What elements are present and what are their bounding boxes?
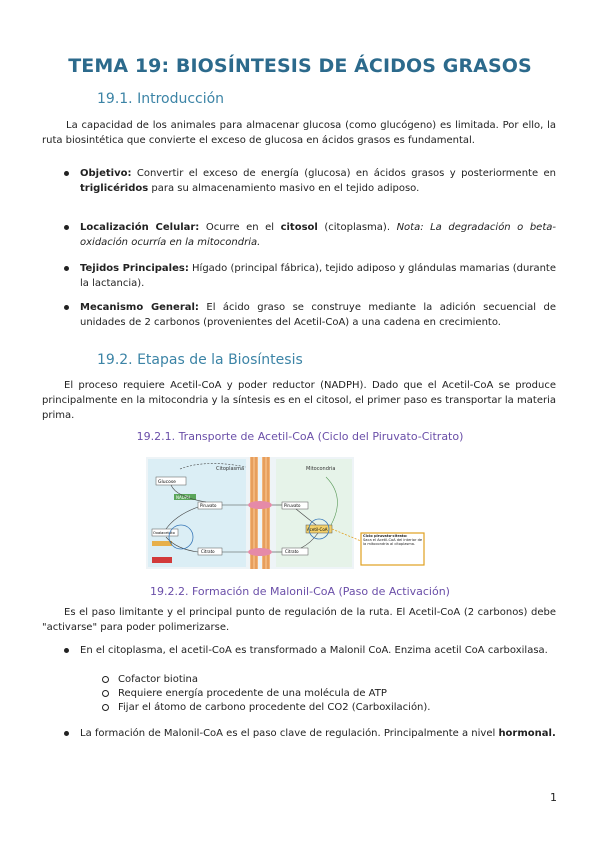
callout-text: Saca el Acetil-CoA del interior de la mitocondria al citoplasma. — [363, 538, 423, 547]
section-heading-intro: 19.1. Introducción — [97, 91, 225, 107]
bullet-regulacion: La formación de Malonil-CoA es el paso clave de regulación. Principalmente a nivel hormonal. — [80, 726, 556, 741]
pyruvate-citrate-diagram — [146, 457, 458, 569]
bullet-label: Mecanismo General: — [80, 302, 199, 313]
svg-text:Piruvato: Piruvato — [284, 503, 301, 508]
bullet-label: Localización Celular: — [80, 222, 200, 233]
sub-bullet-co2: Fijar el átomo de carbono procedente del CO2 (Carboxilación). — [118, 700, 430, 715]
bullet-dot — [64, 225, 69, 230]
citrate-transporter — [248, 548, 272, 556]
bullet-label: Tejidos Principales: — [80, 263, 189, 274]
cytoplasm-label: Citoplasma — [216, 466, 245, 472]
page-title: TEMA 19: BIOSÍNTESIS DE ÁCIDOS GRASOS — [68, 55, 532, 77]
etapas-paragraph: El proceso requiere Acetil-CoA y poder reductor (NADPH). Dado que el Acetil-CoA se produce principalmente en la mitocondria y la síntesis es en el citosol, el primer paso es transportar la materia prima. — [42, 380, 556, 421]
bullet-localizacion: Localización Celular: Ocurre en el citosol (citoplasma). Nota: La degradación o beta-oxidación ocurría en la mitocondria. — [80, 220, 556, 250]
bullet-objetivo: Objetivo: Convertir el exceso de energía (glucosa) en ácidos grasos y posteriormente en triglicéridos para su almacenamiento masivo en el tejido adiposo. — [80, 166, 556, 196]
subheading-transporte: 19.2.1. Transporte de Acetil-CoA (Ciclo del Piruvato-Citrato) — [136, 430, 464, 443]
bullet-label: Objetivo: — [80, 168, 132, 179]
subheading-malonil: 19.2.2. Formación de Malonil-CoA (Paso de Activación) — [150, 585, 450, 598]
bullet-dot — [64, 171, 69, 176]
bullet-dot — [64, 648, 69, 653]
svg-text:NADPH: NADPH — [176, 495, 191, 500]
acetylcoa-box — [152, 557, 172, 563]
intro-paragraph: La capacidad de los animales para almacenar glucosa (como glucógeno) es limitada. Por ello, la ruta biosintética que convierte el exceso de glucosa en ácidos grasos es fundamental. — [42, 120, 556, 146]
atp-box — [152, 541, 172, 546]
sub-bullet-circle — [102, 704, 109, 711]
bullet-dot — [64, 266, 69, 271]
pyruvate-transporter — [248, 501, 272, 509]
svg-text:Acetil-CoA: Acetil-CoA — [307, 527, 328, 532]
bullet-citoplasma: En el citoplasma, el acetil-CoA es transformado a Malonil CoA. Enzima acetil CoA carboxilasa. — [80, 643, 556, 658]
note-text: Nota: La degradación o beta-oxidación ocurría en la mitocondria. — [80, 222, 556, 248]
page-number: 1 — [550, 791, 557, 804]
sub-bullet-circle — [102, 676, 109, 683]
svg-text:Glucose: Glucose — [158, 480, 176, 485]
bullet-tejidos: Tejidos Principales: Hígado (principal fábrica), tejido adiposo y glándulas mamarias (durante la lactancia). — [80, 261, 556, 291]
section-heading-etapas: 19.2. Etapas de la Biosíntesis — [97, 352, 303, 368]
svg-text:Citrato: Citrato — [201, 549, 215, 554]
sub-bullet-cofactor: Cofactor biotina — [118, 672, 198, 687]
svg-text:Citrato: Citrato — [285, 549, 299, 554]
bullet-dot — [64, 731, 69, 736]
callout-title: Ciclo piruvato-citrato: — [363, 534, 408, 538]
sub-bullet-atp: Requiere energía procedente de una molécula de ATP — [118, 686, 387, 701]
bullet-mecanismo: Mecanismo General: El ácido graso se construye mediante la adición secuencial de unidades de 2 carbonos (provenientes del Acetil-CoA) a una cadena en crecimiento. — [80, 300, 556, 330]
svg-text:Oxalacetato: Oxalacetato — [153, 531, 175, 535]
mitochondria-label: Mitocondria — [306, 466, 336, 472]
malonil-paragraph: Es el paso limitante y el principal punto de regulación de la ruta. El Acetil-CoA (2 carbonos) debe "activarse" para poder polimerizarse. — [42, 607, 556, 633]
bullet-dot — [64, 305, 69, 310]
cytoplasm-region — [148, 459, 246, 567]
svg-text:Piruvato: Piruvato — [200, 503, 217, 508]
sub-bullet-circle — [102, 690, 109, 697]
